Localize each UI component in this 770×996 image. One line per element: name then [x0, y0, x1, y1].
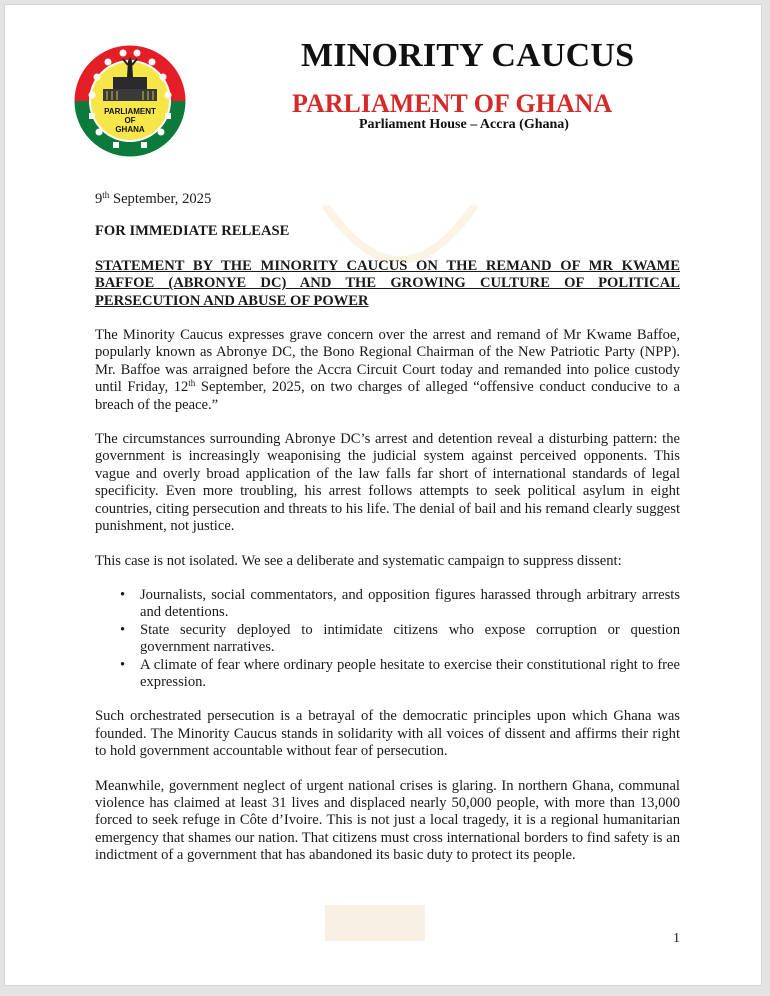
- list-item-text: State security deployed to intimidate citizens who expose corruption or question government narratives.: [140, 621, 680, 656]
- seal-text-parliament: PARLIAMENT: [104, 107, 156, 116]
- paragraph-1-sup: th: [188, 378, 196, 389]
- parliament-of-ghana-seal-icon: [73, 29, 187, 173]
- list-item: [95, 587, 680, 622]
- document-page: [4, 4, 762, 986]
- letterhead-title: MINORITY CAUCUS: [301, 37, 635, 74]
- bullet-icon: •: [120, 586, 126, 603]
- list-item-text: Journalists, social commentators, and opposition figures harassed through arbitrary arrests and detentions.: [140, 586, 680, 621]
- document-body: [95, 191, 680, 882]
- watermark-building-icon: [315, 905, 435, 945]
- list-item: [95, 622, 680, 657]
- paragraph-3: This case is not isolated. We see a deliberate and systematic campaign to suppress dissent:: [95, 552, 622, 569]
- date-month-year: September, 2025: [109, 191, 212, 207]
- letterhead-subtitle: PARLIAMENT OF GHANA: [292, 89, 613, 118]
- paragraph-2: The circumstances surrounding Abronye DC’s arrest and detention reveal a disturbing pattern: the government is increasingly weaponising the judicial system against perceived opponents. This vague and overly broad application of the law falls far short of international standards of legal specificity. Even more troubling, his arrest follows attempts to seek political asylum in eight countries, citing persecution and threats to his life. The denial of bail and his remand clearly suggest punishment, not justice.: [95, 431, 680, 535]
- bullet-icon: •: [120, 621, 126, 638]
- document-date: [95, 191, 680, 208]
- seal-text-ghana: GHANA: [115, 125, 145, 134]
- statement-title: STATEMENT BY THE MINORITY CAUCUS ON THE REMAND OF MR KWAME BAFFOE (ABRONYE DC) AND THE GROWING CULTURE OF POLITICAL PERSECUTION AND ABUSE OF POWER: [95, 257, 680, 309]
- page-number: 1: [673, 931, 680, 946]
- seal-text-of: OF: [124, 116, 136, 125]
- paragraph-1: [95, 327, 680, 414]
- letterhead-address: Parliament House – Accra (Ghana): [359, 117, 569, 132]
- release-label: FOR IMMEDIATE RELEASE: [95, 223, 290, 240]
- paragraph-1-text-b: September, 2025, on two charges of alleged “offensive conduct conducive to a breach of the peace.”: [95, 379, 680, 413]
- paragraph-5: Meanwhile, government neglect of urgent national crises is glaring. In northern Ghana, communal violence has claimed at least 31 lives and displaced nearly 50,000 people, with more than 13,000 forced to seek refuge in Côte d’Ivoire. This is not just a local tragedy, it is a regional humanitarian emergency that shames our nation. That citizens must cross international borders to find safety is an indictment of a government that has abandoned its basic duty to protect its people.: [95, 777, 680, 864]
- date-suffix: th: [102, 190, 110, 200]
- list-item-text: A climate of fear where ordinary people hesitate to exercise their constitutional right to free expression.: [140, 656, 680, 690]
- bullet-icon: •: [120, 656, 126, 673]
- paragraph-1-text-a: The Minority Caucus expresses grave concern over the arrest and remand of Mr Kwame Baffoe, popularly known as Abronye DC, the Bono Regional Chairman of the New Patriotic Party (NPP). Mr. Baffoe was arraigned before the Accra Circuit Court today and remanded into police custody until Friday, 12: [95, 327, 680, 396]
- date-day: 9: [95, 191, 103, 207]
- paragraph-4: Such orchestrated persecution is a betrayal of the democratic principles upon which Ghana was founded. The Minority Caucus stands in solidarity with all voices of dissent and affirms their right to hold government accountable without fear of persecution.: [95, 708, 680, 760]
- bullet-list: [95, 587, 680, 691]
- list-item: [95, 657, 680, 692]
